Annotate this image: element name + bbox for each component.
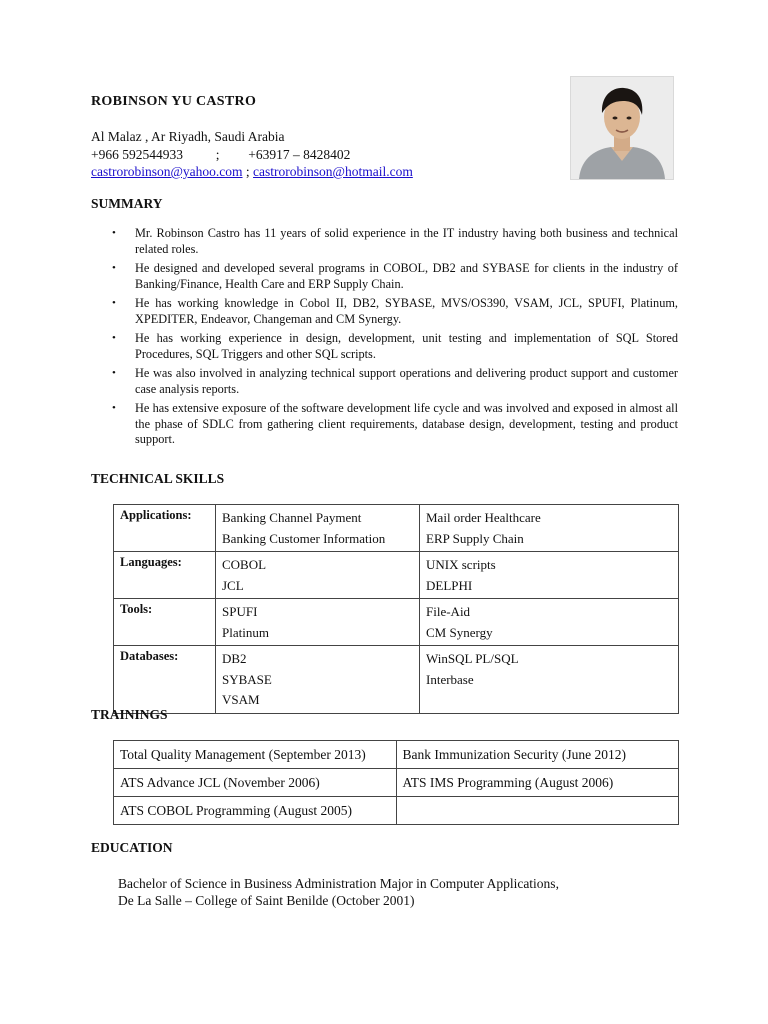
- table-row: [114, 505, 679, 552]
- table-row: [114, 769, 679, 797]
- degree: Bachelor of Science in Business Administration Major in Computer Applications,: [118, 876, 559, 891]
- education-block: [118, 875, 559, 909]
- bullet-icon: •: [112, 262, 116, 274]
- address: Al Malaz , Ar Riyadh, Saudi Arabia: [91, 129, 285, 144]
- training-cell: ATS COBOL Programming (August 2005): [114, 797, 397, 825]
- email-line: [91, 163, 413, 181]
- technical-skills-heading: TECHNICAL SKILLS: [91, 471, 225, 486]
- skill-category: Languages:: [114, 552, 216, 599]
- training-cell: ATS Advance JCL (November 2006): [114, 769, 397, 797]
- email-link-hotmail[interactable]: castrorobinson@hotmail.com: [253, 164, 413, 179]
- bullet-icon: •: [112, 297, 116, 309]
- summary-list: [108, 226, 678, 452]
- training-cell: Total Quality Management (September 2013): [114, 741, 397, 769]
- skill-cell: Mail order Healthcare ERP Supply Chain: [420, 505, 679, 552]
- summary-item: • He designed and developed several programs in COBOL, DB2 and SYBASE for clients in the industry of Banking/Finance, Health Care and ERP Supply Chain.: [112, 261, 678, 291]
- summary-item: • He has working knowledge in Cobol II, DB2, SYBASE, MVS/OS390, VSAM, JCL, SPUFI, Platinum, XPEDITER, Endeavor, Changeman and CM Synergy.: [112, 296, 678, 326]
- summary-heading: SUMMARY: [91, 196, 163, 211]
- phone-secondary: +63917 – 8428402: [248, 146, 351, 162]
- candidate-name: ROBINSON YU CASTRO: [91, 94, 257, 109]
- skill-cell: DB2 SYBASE VSAM: [216, 646, 420, 714]
- summary-item: • Mr. Robinson Castro has 11 years of solid experience in the IT industry having both business and technical related roles.: [112, 226, 678, 256]
- table-row: [114, 599, 679, 646]
- table-row: [114, 646, 679, 714]
- bullet-icon: •: [112, 332, 116, 344]
- skill-category: Tools:: [114, 599, 216, 646]
- skill-category: Applications:: [114, 505, 216, 552]
- education-heading: EDUCATION: [91, 840, 173, 855]
- table-row: [114, 552, 679, 599]
- phone-primary: +966 592544933: [91, 146, 183, 162]
- bullet-icon: •: [112, 227, 116, 239]
- summary-item: • He has extensive exposure of the software development life cycle and was involved and exposed in almost all the phase of SDLC from gathering client requirements, database design, development, testing and product support.: [112, 401, 678, 446]
- contact-block: [91, 128, 413, 181]
- phone-separator: ;: [215, 146, 220, 162]
- skill-cell: SPUFI Platinum: [216, 599, 420, 646]
- skill-cell: COBOL JCL: [216, 552, 420, 599]
- skill-cell: File-Aid CM Synergy: [420, 599, 679, 646]
- summary-item: • He was also involved in analyzing technical support operations and delivering product support and customer case analysis reports.: [112, 366, 678, 396]
- school: De La Salle – College of Saint Benilde (October 2001): [118, 893, 415, 908]
- summary-item: • He has working experience in design, development, unit testing and implementation of SQL Stored Procedures, SQL Triggers and other SQL scripts.: [112, 331, 678, 361]
- technical-skills-table: [113, 504, 679, 714]
- table-row: [114, 797, 679, 825]
- phone-line: [91, 146, 413, 164]
- skill-cell: Banking Channel Payment Banking Customer Information: [216, 505, 420, 552]
- trainings-table: [113, 740, 679, 825]
- training-cell: Bank Immunization Security (June 2012): [396, 741, 679, 769]
- bullet-icon: •: [112, 402, 116, 414]
- skill-category: Databases:: [114, 646, 216, 714]
- table-row: [114, 741, 679, 769]
- skill-cell: WinSQL PL/SQL Interbase: [420, 646, 679, 714]
- trainings-heading: TRAININGS: [91, 707, 168, 722]
- bullet-icon: •: [112, 367, 116, 379]
- profile-photo-image: [571, 77, 673, 179]
- training-cell: ATS IMS Programming (August 2006): [396, 769, 679, 797]
- profile-photo: [570, 76, 674, 180]
- training-cell: [396, 797, 679, 825]
- email-link-yahoo[interactable]: castrorobinson@yahoo.com: [91, 164, 243, 179]
- skill-cell: UNIX scripts DELPHI: [420, 552, 679, 599]
- email-separator: ;: [242, 164, 254, 179]
